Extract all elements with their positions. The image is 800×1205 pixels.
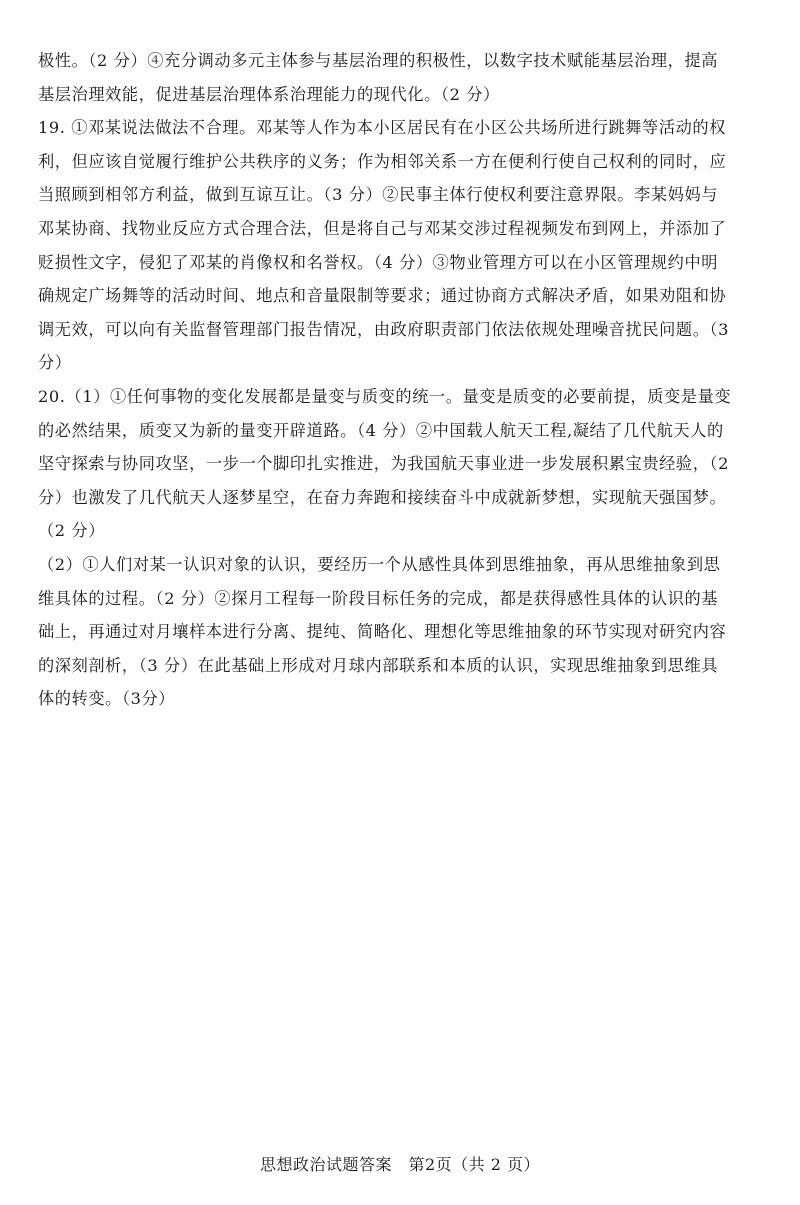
- text-line: 当照顾到相邻方利益，做到互谅互让。（3 分）②民事主体行使权利要注意界限。李某妈妈与: [38, 185, 719, 205]
- answer-19: [38, 111, 770, 380]
- text-line: 维具体的过程。（2 分）②探月工程每一阶段目标任务的完成，都是获得感性具体的认识的基: [38, 588, 719, 608]
- text-line: 础上，再通过对月壤样本进行分离、提纯、简略化、理想化等思维抽象的环节实现对研究内容: [38, 622, 727, 642]
- text-line: 极性。（2 分）④充分调动多元主体参与基层治理的积极性，以数字技术赋能基层治理，提高: [38, 51, 719, 70]
- answer-20-part-2: [38, 548, 770, 716]
- text-line: 坚守探索与协同攻坚，一步一个脚印扎实推进，为我国航天事业进一步发展积累宝贵经验，（2: [38, 454, 730, 474]
- answer-content: [38, 44, 770, 716]
- text-line: 19. ①邓某说法做法不合理。邓某等人作为本小区居民有在小区公共场所进行跳舞等活动的权: [38, 118, 726, 138]
- text-line: 的深刻剖析，（3 分）在此基础上形成对月球内部联系和本质的认识，实现思维抽象到思维具: [38, 655, 719, 675]
- answer-18-continuation: [38, 44, 770, 111]
- text-line: 基层治理效能，促进基层治理体系治理能力的现代化。（2 分）: [38, 84, 500, 104]
- text-line: （2 分）: [38, 521, 106, 541]
- answer-20-part-1: [38, 380, 770, 548]
- text-line: 利，但应该自觉履行维护公共秩序的义务；作为相邻关系一方在便利行使自己权利的同时，应: [38, 151, 727, 171]
- text-line: 体的转变。（3分）: [38, 689, 176, 709]
- text-line: 贬损性文字，侵犯了邓某的肖像权和名誉权。（4 分）③物业管理方可以在小区管理规约中明: [38, 252, 719, 272]
- text-line: 分）也激发了几代航天人逐梦星空，在奋力奔跑和接续奋斗中成就新梦想，实现航天强国梦。: [38, 487, 727, 507]
- text-line: （2）①人们对某一认识对象的认识，要经历一个从感性具体到思维抽象，再从思维抽象到思: [38, 554, 721, 574]
- text-line: 邓某协商、找物业反应方式合理合法，但是将自己与邓某交涉过程视频发布到网上，并添加了: [38, 218, 727, 238]
- text-line: 分）: [38, 353, 72, 373]
- text-line: 调无效，可以向有关监督管理部门报告情况，由政府职责部门依法依规处理噪音扰民问题。（3: [38, 319, 730, 339]
- text-line: 确规定广场舞等的活动时间、地点和音量限制等要求；通过协商方式解决矛盾，如果劝阻和协: [38, 286, 727, 306]
- text-line: 20.（1）①任何事物的变化发展都是量变与质变的统一。量变是质变的必要前提，质变是量变: [38, 386, 732, 406]
- text-line: 的必然结果，质变又为新的量变开辟道路。（4 分）②中国载人航天工程,凝结了几代航天人的: [38, 420, 724, 440]
- page-footer: 思想政治试题答案 第2页（共 2 页）: [259, 1155, 541, 1174]
